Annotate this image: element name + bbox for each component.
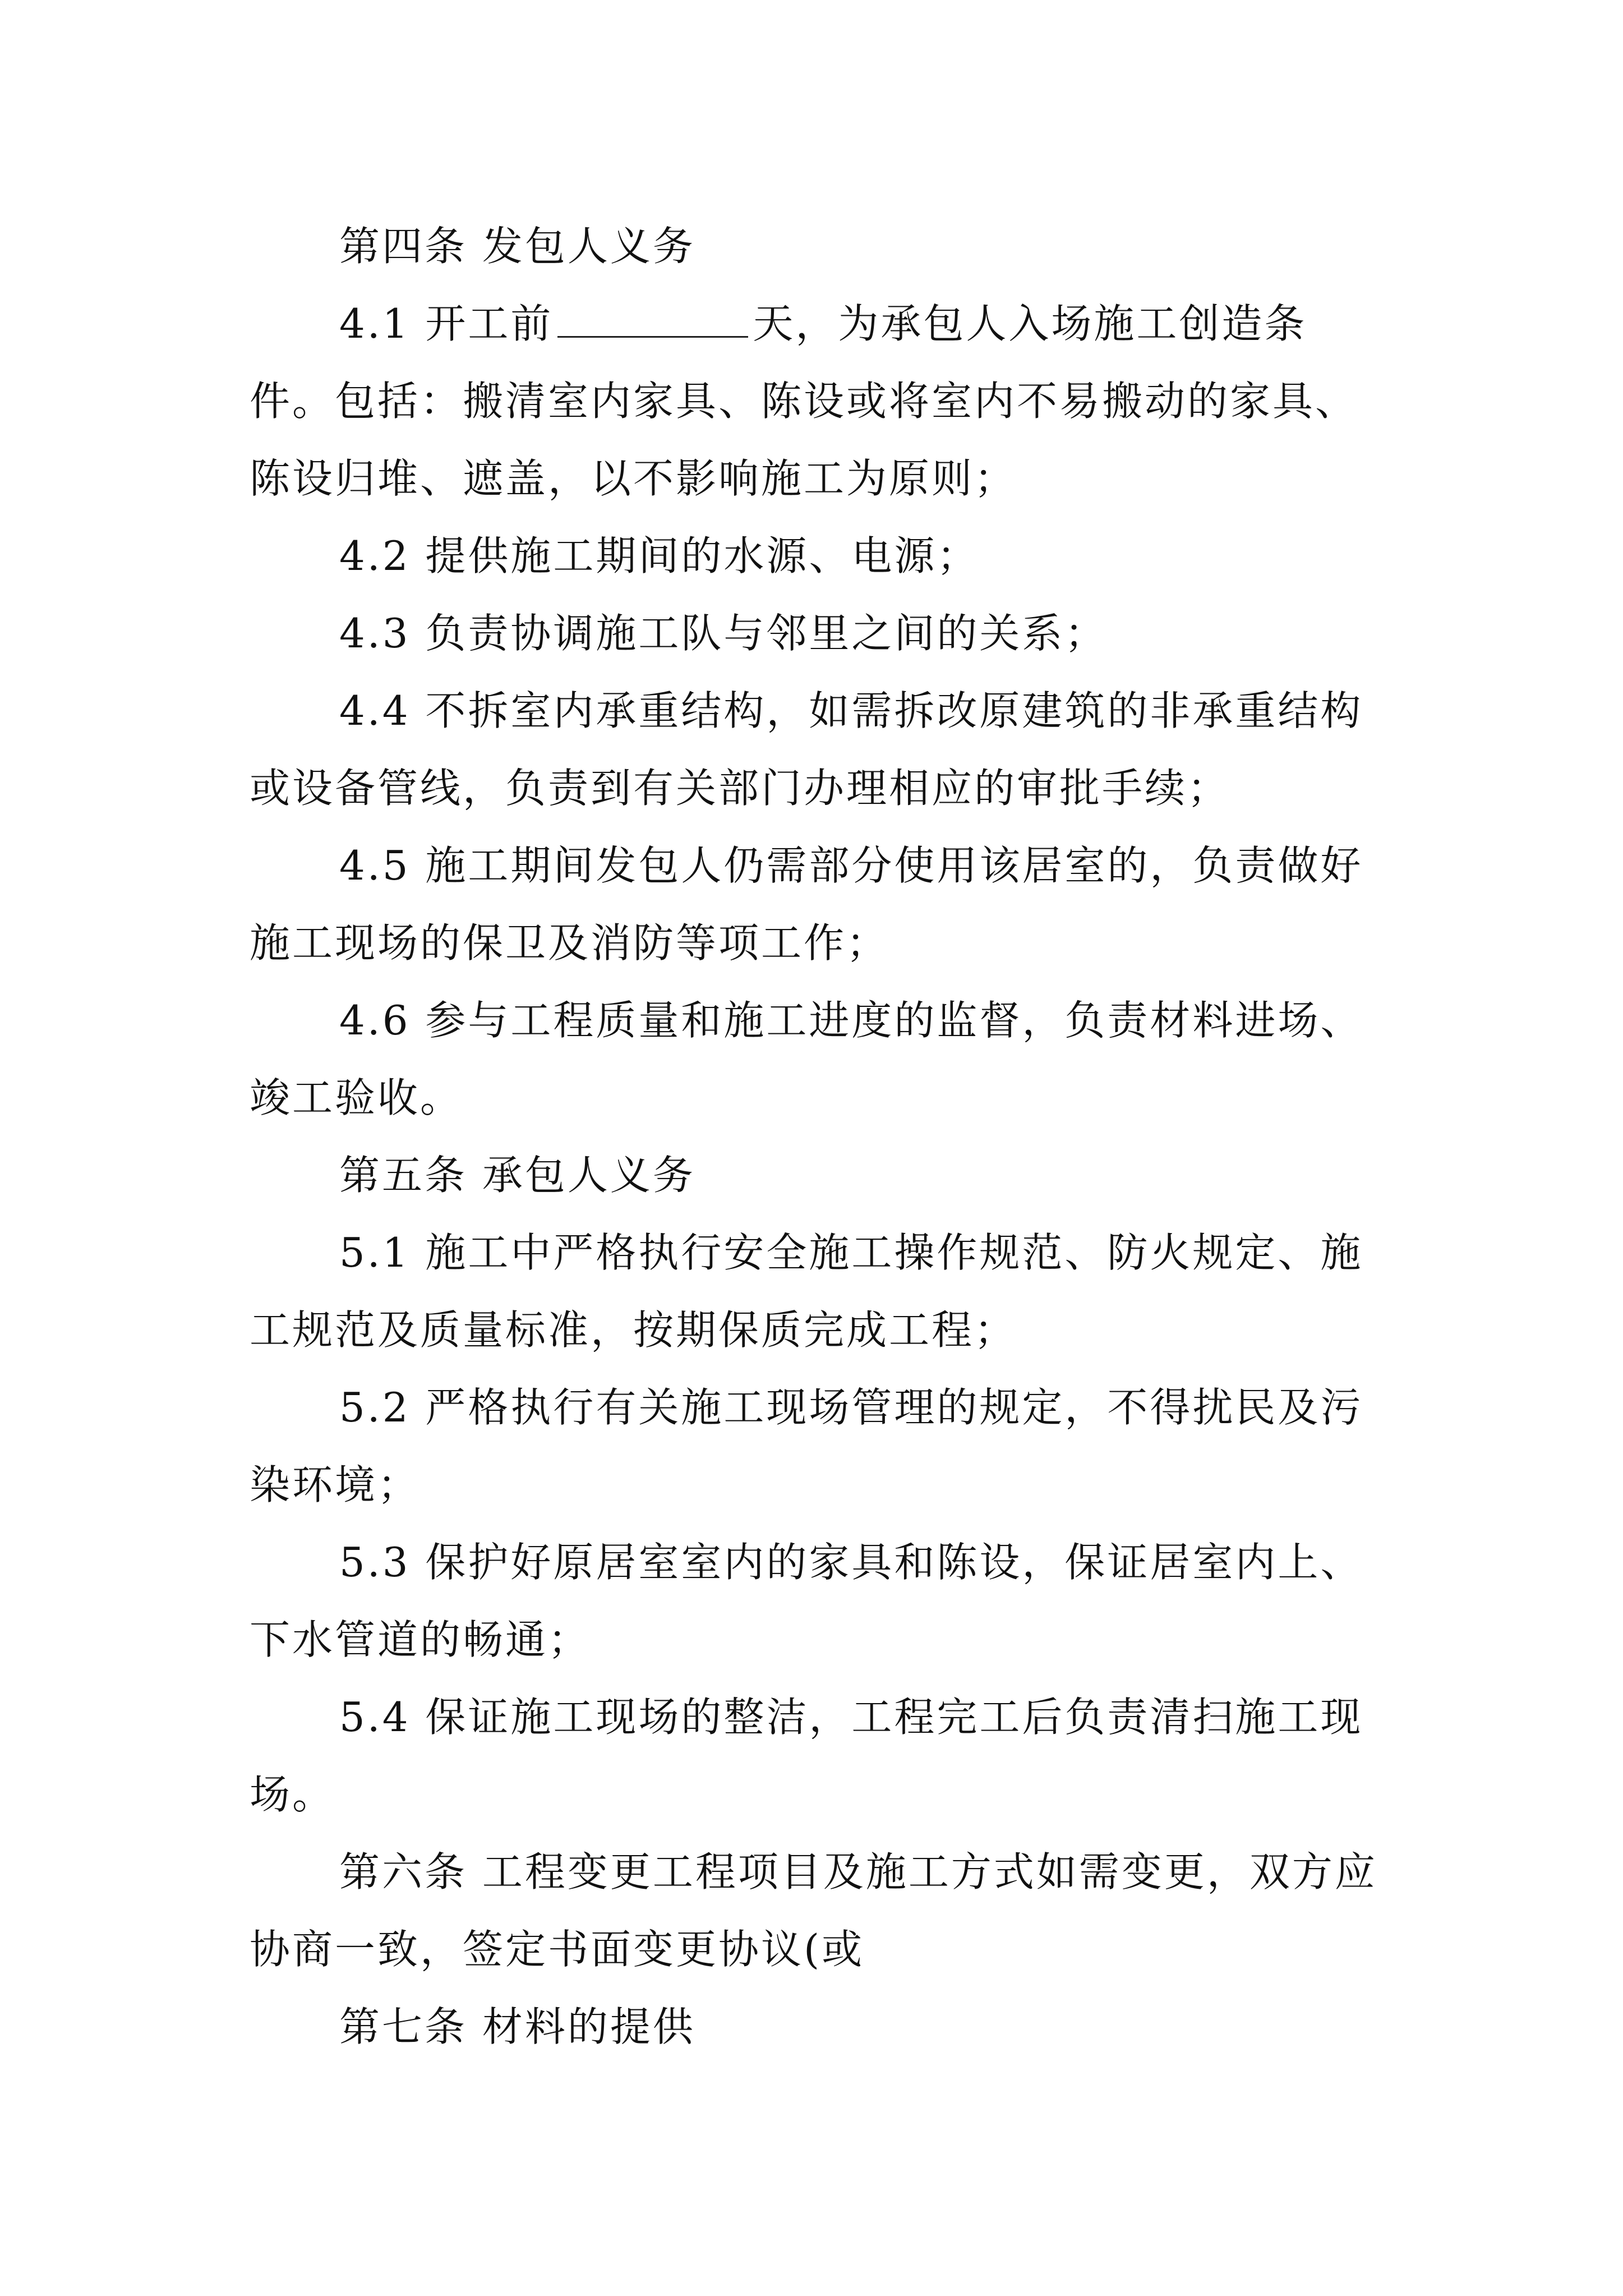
clause-4-4: 4.4 不拆室内承重结构，如需拆改原建筑的非承重结构或设备管线，负责到有关部门办理相应的审批手续； bbox=[250, 687, 1363, 812]
clause-5-4: 5.4 保证施工现场的整洁，工程完工后负责清扫施工现场。 bbox=[250, 1694, 1363, 1818]
clause-4-1-lead: 4.1 开工前 bbox=[339, 300, 554, 347]
article-6: 第六条 工程变更工程项目及施工方式如需变更，双方应协商一致，签定书面变更协议(或 bbox=[250, 1848, 1377, 1973]
article-4-heading: 第四条 发包人义务 bbox=[339, 223, 695, 270]
fill-in-blank bbox=[557, 301, 748, 338]
article-7-heading: 第七条 材料的提供 bbox=[339, 2003, 695, 2050]
clause-4-1-rest: 天，为承包人入场施工创造条件。包括：搬清室内家具、陈设或将室内不易搬动的家具、陈设归堆、遮盖，以不影响施工为原则； bbox=[250, 300, 1358, 502]
clause-5-1: 5.1 施工中严格执行安全施工操作规范、防火规定、施工规范及质量标准，按期保质完成工程； bbox=[250, 1229, 1363, 1354]
clause-4-6: 4.6 参与工程质量和施工进度的监督，负责材料进场、竣工验收。 bbox=[250, 997, 1363, 1121]
clause-4-3: 4.3 负责协调施工队与邻里之间的关系； bbox=[339, 610, 1108, 657]
clause-4-2: 4.2 提供施工期间的水源、电源； bbox=[339, 532, 980, 579]
clause-4-1 bbox=[250, 285, 1388, 517]
article-5-heading: 第五条 承包人义务 bbox=[339, 1152, 695, 1199]
clause-5-2: 5.2 严格执行有关施工现场管理的规定，不得扰民及污染环境； bbox=[250, 1384, 1363, 1508]
clause-5-3: 5.3 保护好原居室室内的家具和陈设，保证居室内上、下水管道的畅通； bbox=[250, 1539, 1363, 1663]
clause-4-5: 4.5 施工期间发包人仍需部分使用该居室的，负责做好施工现场的保卫及消防等项工作； bbox=[250, 842, 1363, 967]
